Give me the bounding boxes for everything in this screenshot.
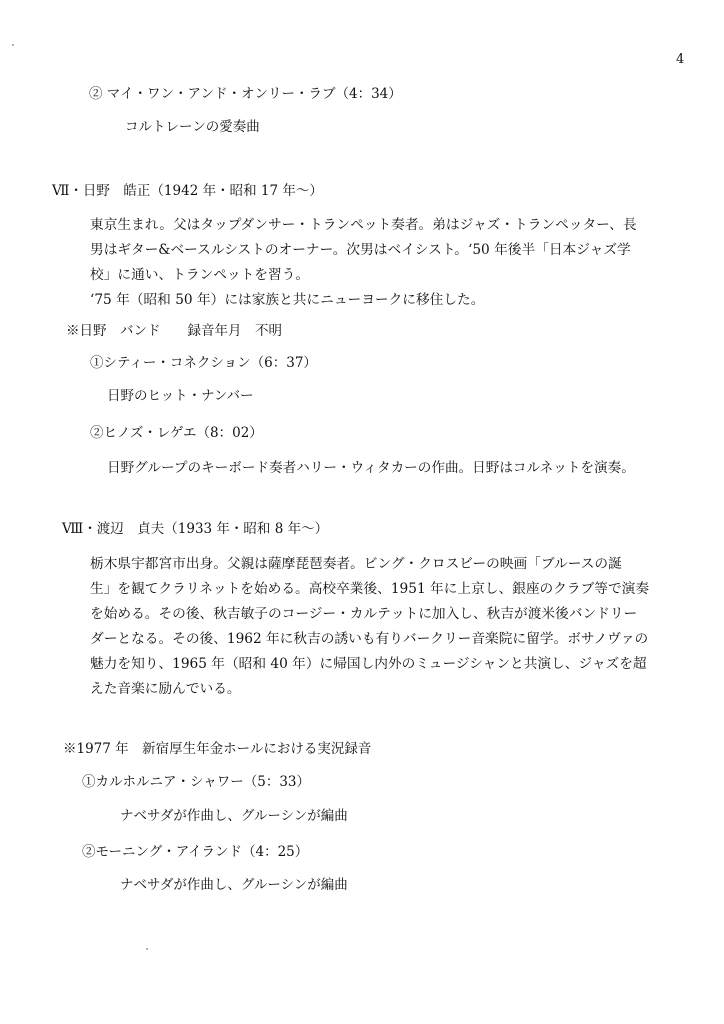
bio-line: 栃木県宇都宮市出身。父親は薩摩琵琶奏者。ビング・クロスビーの映画「ブルースの誕 (90, 556, 622, 572)
track-note: 日野グループのキーボード奏者ハリー・ウィタカーの作曲。日野はコルネットを演奏。 (107, 460, 635, 476)
recording-info: ※1977 年 新宿厚生年金ホールにおける実況録音 (63, 741, 372, 757)
bio-line: 魅力を知り、1965 年（昭和 40 年）に帰国し内外のミュージシャンと共演し、ジャズを超 (90, 656, 647, 672)
section-heading: Ⅷ・渡辺 貞夫（1933 年・昭和 8 年～） (62, 521, 329, 537)
bio-line: を始める。その後、秋吉敏子のコージー・カルテットに加入し、秋吉が渡米後バンドリー (90, 606, 638, 622)
track-title: ②モーニング・アイランド（4：25） (82, 844, 309, 860)
track-note: ナベサダが作曲し、グルーシンが編曲 (120, 808, 348, 824)
bio-line: 校」に通い、トランペットを習う。 (90, 267, 310, 283)
track-note: コルトレーンの愛奏曲 (125, 119, 260, 135)
track-title: ①シティー・コネクション（6：37） (90, 355, 317, 371)
bio-line: 東京生まれ。父はタップダンサー・トランペット奏者。弟はジャズ・トランペッター、長 (90, 217, 637, 233)
recording-info: ※日野 バンド 録音年月 不明 (66, 323, 282, 339)
track-title: ②ヒノズ・レゲエ（8：02） (90, 425, 263, 441)
bio-line: えた音楽に励んでいる。 (90, 681, 241, 697)
track-title: ② マイ・ワン・アンド・オンリー・ラブ（4：34） (89, 86, 402, 102)
bio-line: 生」を観てクラリネットを始める。高校卒業後、1951 年に上京し、銀座のクラブ等で演奏 (90, 581, 650, 597)
bio-line: ダーとなる。その後、1962 年に秋吉の誘いも有りバークリー音楽院に留学。ボサノヴァの (90, 631, 649, 647)
track-title: ①カルホルニア・シャワー（5：33） (82, 774, 310, 790)
track-note: ナベサダが作曲し、グルーシンが編曲 (120, 877, 348, 893)
track-note: 日野のヒット・ナンバー (107, 388, 254, 404)
page-number: 4 (676, 52, 685, 67)
bio-line: ‘75 年（昭和 50 年）には家族と共にニューヨークに移住した。 (90, 292, 485, 308)
bio-line: 男はギター&ベースルシストのオーナー。次男はベイシスト。‘50 年後半「日本ジャズ学 (90, 242, 631, 258)
scan-speck (12, 44, 14, 46)
section-heading: Ⅶ・日野 皓正（1942 年・昭和 17 年～） (52, 183, 323, 199)
scan-speck (146, 948, 148, 950)
